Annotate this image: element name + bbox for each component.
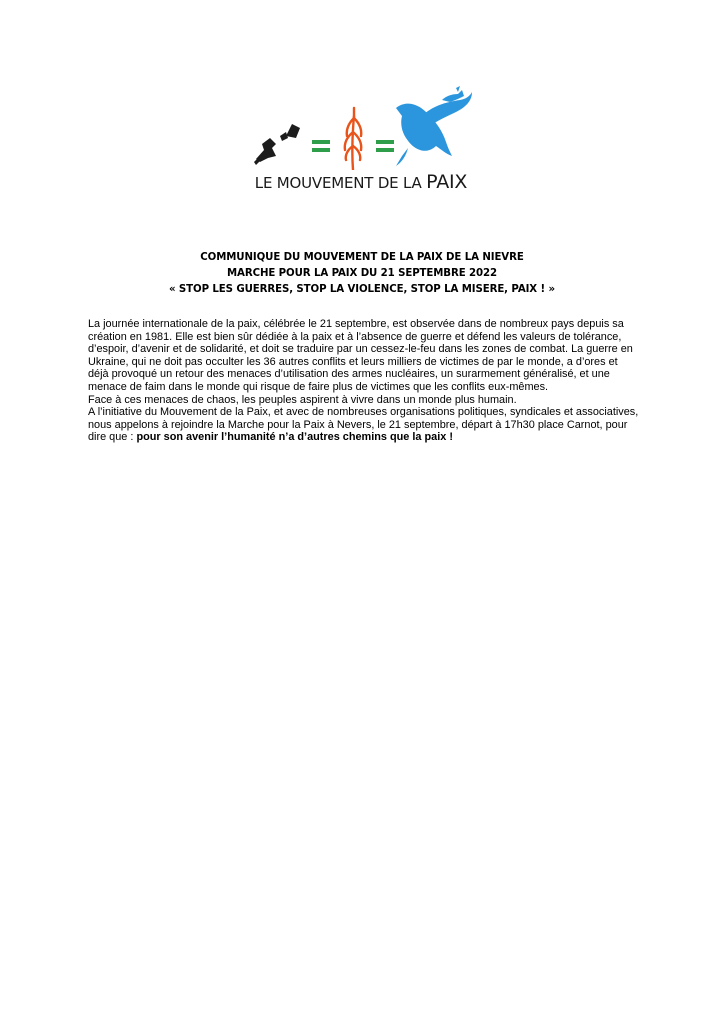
header-line-2: MARCHE POUR LA PAIX DU 21 SEPTEMBRE 2022 (227, 268, 497, 279)
header-line-3: « STOP LES GUERRES, STOP LA VIOLENCE, STOP LA MISERE, PAIX ! » (169, 284, 555, 295)
body-paragraph-3-bold: pour son avenir l’humanité n’a d’autres chemins que la paix ! (136, 431, 453, 444)
logo-wordmark-main: LE MOUVEMENT DE LA (254, 174, 427, 192)
equals-sign-icon (376, 140, 394, 152)
dove-icon (396, 86, 472, 166)
bomb-icon (254, 124, 300, 165)
header-line-1: COMMUNIQUE DU MOUVEMENT DE LA PAIX DE LA NIEVRE (200, 252, 524, 263)
communique-body (88, 318, 640, 444)
mouvement-de-la-paix-logo (246, 86, 476, 198)
body-paragraph-3 (88, 406, 640, 444)
body-paragraph-1: La journée internationale de la paix, célébrée le 21 septembre, est observée dans de nombreux pays depuis sa création en 1981. Elle est bien sûr dédiée à la paix et à l’absence de guerre et défend les valeurs de tolérance, d’espoir, d’avenir et de solidarité, et doit se traduire par un cessez-le-feu dans les zones de combat. La guerre en Ukraine, qui ne doit pas occulter les 36 autres conflits et leurs milliers de victimes de par le monde, a d’ores et déjà provoqué un retour des menaces d’utilisation des armes nucléaires, un surarmement généralisé, et une menace de faim dans le monde qui risque de faire plus de victimes que les conflits eux-mêmes. (88, 318, 633, 393)
logo-wordmark-paix: PAIX (426, 171, 468, 193)
logo-wordmark (246, 171, 476, 193)
logo-graphic (246, 86, 476, 170)
communique-header (60, 250, 664, 298)
body-paragraph-2: Face à ces menaces de chaos, les peuples aspirent à vivre dans un monde plus humain. (88, 393, 517, 406)
body-paragraph-3-text: A l’initiative du Mouvement de la Paix, et avec de nombreuses organisations politiques, syndicales et associatives, nous appelons à rejoindre la Marche pour la Paix à Nevers, le 21 septembre, départ à 17h30 place Carnot, pour dire que : (88, 406, 639, 444)
equals-sign-icon (312, 140, 330, 152)
wheat-icon (345, 108, 361, 170)
